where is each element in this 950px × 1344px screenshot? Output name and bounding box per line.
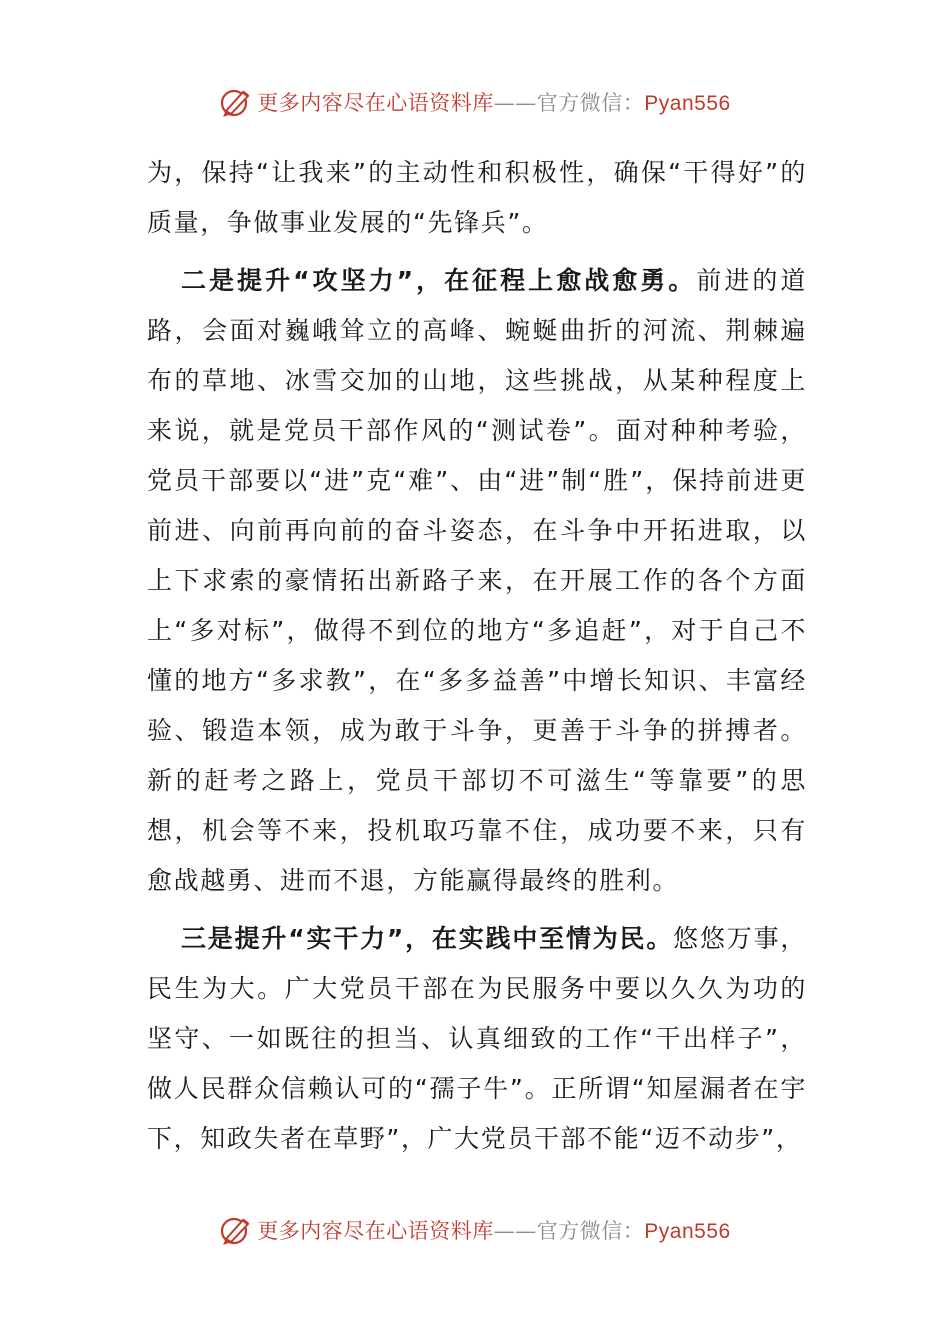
paragraph-2-body: 前进的道路，会面对巍峨耸立的高峰、蜿蜒曲折的河流、荆棘遍布的草地、冰雪交加的山地，这些挑战，从某种程度上来说，就是党员干部作风的“测试卷”。面对种种考验，党员干部要以“进”克“难”、由“进”制“胜”，保持前进更前进、向前再向前的奋斗姿态，在斗争中开拓进取，以上下求索的豪情拓出新路子来，在开展工作的各个方面上“多对标”，做得不到位的地方“多追赶”，对于自己不懂的地方“多求教”，在“多多益善”中增长知识、丰富经验、锻造本领，成为敢于斗争，更善于斗争的拼搏者。新的赶考之路上，党员干部切不可滋生“等靠要”的思想，机会等不来，投机取巧靠不住，成功要不来，只有愈战越勇、进而不退，方能赢得最终的胜利。 (147, 266, 808, 895)
footer-banner (0, 1210, 950, 1250)
pen-in-circle-logo-icon (219, 1213, 253, 1247)
paragraph-3-lead: 三是提升“实干力”，在实践中至情为民。 (181, 924, 674, 953)
banner-dash: —— (493, 1219, 537, 1243)
paragraph-2-lead: 二是提升“攻坚力”，在征程上愈战愈勇。 (181, 266, 697, 295)
banner-text (257, 87, 730, 117)
paragraph-3 (147, 914, 807, 1164)
banner-wechat-label: 官方微信： (536, 1219, 645, 1243)
paragraph-3-body: 悠悠万事，民生为大。广大党员干部在为民服务中要以久久为功的坚守、一如既往的担当、认真细致的工作“干出样子”，做人民群众信赖认可的“孺子牛”。正所谓“知屋漏者在宇下，知政失者在草野”，广大党员干部不能“迈不动步”， (147, 924, 807, 1153)
banner-wechat-id: Pyan556 (644, 1220, 731, 1243)
paragraph-1 (147, 148, 807, 248)
banner-site-text: 更多内容尽在心语资料库 (257, 91, 494, 115)
document-body (147, 148, 807, 1164)
paragraph-2 (147, 256, 807, 906)
banner-wechat-id: Pyan556 (644, 92, 731, 115)
header-banner (0, 82, 950, 122)
banner-site-text: 更多内容尽在心语资料库 (257, 1219, 494, 1243)
banner-text (257, 1215, 730, 1245)
banner-dash: —— (493, 91, 537, 115)
banner-wechat-label: 官方微信： (536, 91, 645, 115)
pen-in-circle-logo-icon (219, 85, 253, 119)
paragraph-1-body: 为，保持“让我来”的主动性和积极性，确保“干得好”的质量，争做事业发展的“先锋兵”。 (147, 158, 807, 237)
